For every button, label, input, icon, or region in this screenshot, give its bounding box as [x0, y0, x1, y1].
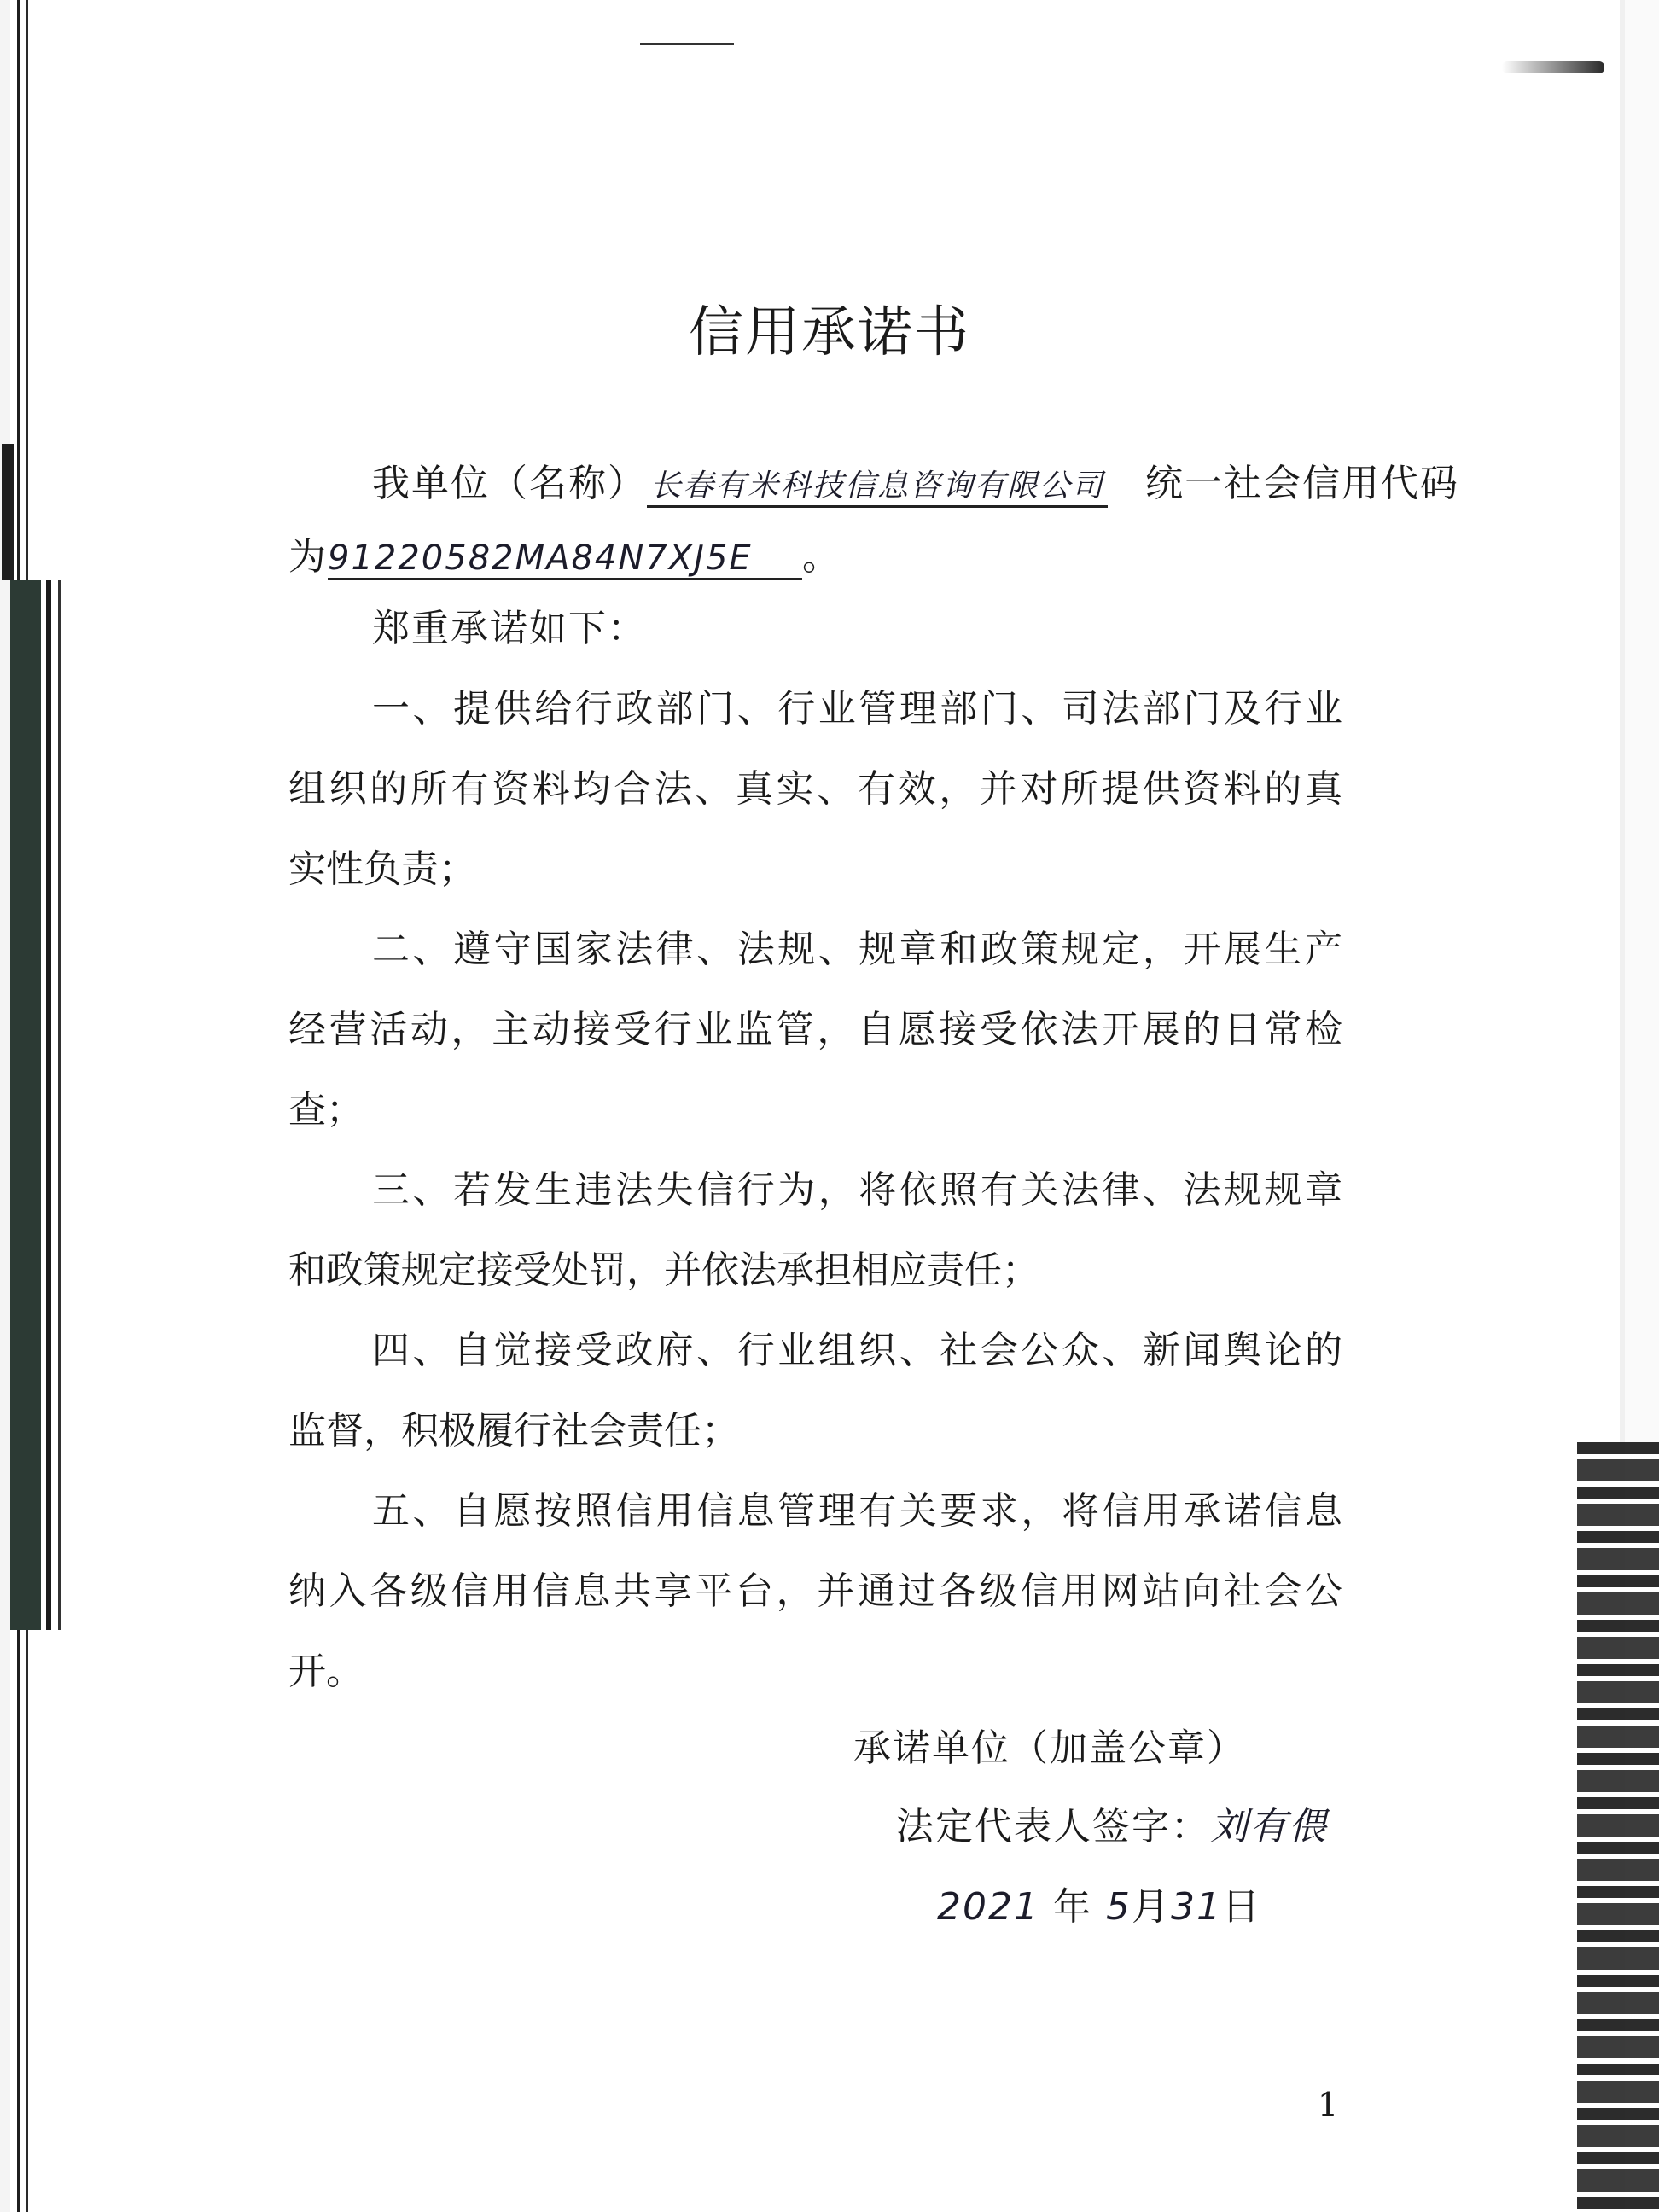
- page-title: 信用承诺书: [689, 301, 970, 364]
- date-day-suffix: 日: [1221, 1885, 1261, 1929]
- unit-line: [372, 452, 1459, 508]
- unit-line-suffix: 统一社会信用代码: [1145, 462, 1460, 505]
- clause-2-line-1: 二、遵守国家法律、法规、规章和政策规定，开展生产: [372, 928, 1342, 971]
- signing-date: [937, 1876, 1261, 1930]
- intro-text: 郑重承诺如下：: [372, 607, 647, 650]
- clause-3-line-1: 三、若发生违法失信行为，将依照有关法律、法规规章: [372, 1168, 1342, 1212]
- date-year: 2021: [937, 1885, 1039, 1929]
- clause-1-line-2: 组织的所有资料均合法、真实、有效，并对所提供资料的真: [288, 767, 1342, 811]
- legal-rep-label: 法定代表人签字：: [896, 1805, 1210, 1848]
- scan-edge-left-shadow: [10, 580, 65, 1630]
- scan-top-mark-right: [1502, 61, 1604, 73]
- clause-5-line-1: 五、自愿按照信用信息管理有关要求，将信用承诺信息: [372, 1489, 1342, 1533]
- date-month-suffix: 月: [1131, 1885, 1171, 1929]
- legal-rep-line: [896, 1796, 1328, 1850]
- signing-unit-label: 承诺单位（加盖公章）: [853, 1726, 1246, 1770]
- clause-1-line-3: 实性负责；: [288, 847, 476, 891]
- clause-2-line-3: 查；: [288, 1088, 364, 1132]
- clause-2-line-2: 经营活动，主动接受行业监管，自愿接受依法开展的日常检: [288, 1008, 1342, 1051]
- code-line-prefix: 为: [288, 535, 328, 579]
- code-line: [288, 526, 841, 580]
- unit-line-prefix: 我单位（名称）: [372, 462, 647, 505]
- scan-edge-left-mark: [2, 444, 14, 580]
- code-line-suffix: 。: [802, 535, 841, 579]
- date-day: 31: [1170, 1885, 1222, 1929]
- clause-3-line-2: 和政策规定接受处罚，并依法承担相应责任；: [288, 1249, 1039, 1292]
- clause-5-line-2: 纳入各级信用信息共享平台，并通过各级信用网站向社会公: [288, 1569, 1342, 1613]
- clause-4-line-2: 监督，积极履行社会责任；: [288, 1409, 739, 1452]
- clause-4-line-1: 四、自觉接受政府、行业组织、社会公众、新闻舆论的: [372, 1329, 1342, 1372]
- date-month: 5: [1105, 1885, 1132, 1929]
- scan-top-mark: [640, 43, 734, 45]
- unit-name-handwritten: 长春有米科技信息咨询有限公司: [647, 462, 1108, 508]
- date-year-suffix: 年: [1052, 1885, 1092, 1929]
- legal-rep-signature: 刘有偎: [1210, 1805, 1328, 1848]
- clause-5-line-3: 开。: [288, 1650, 364, 1693]
- credit-code-handwritten: 91220582MA84N7XJ5E: [328, 538, 802, 580]
- page-number: 1: [1318, 2086, 1339, 2123]
- clause-1-line-1: 一、提供给行政部门、行业管理部门、司法部门及行业: [372, 687, 1342, 731]
- scan-edge-right-shadow: [1577, 1442, 1659, 2212]
